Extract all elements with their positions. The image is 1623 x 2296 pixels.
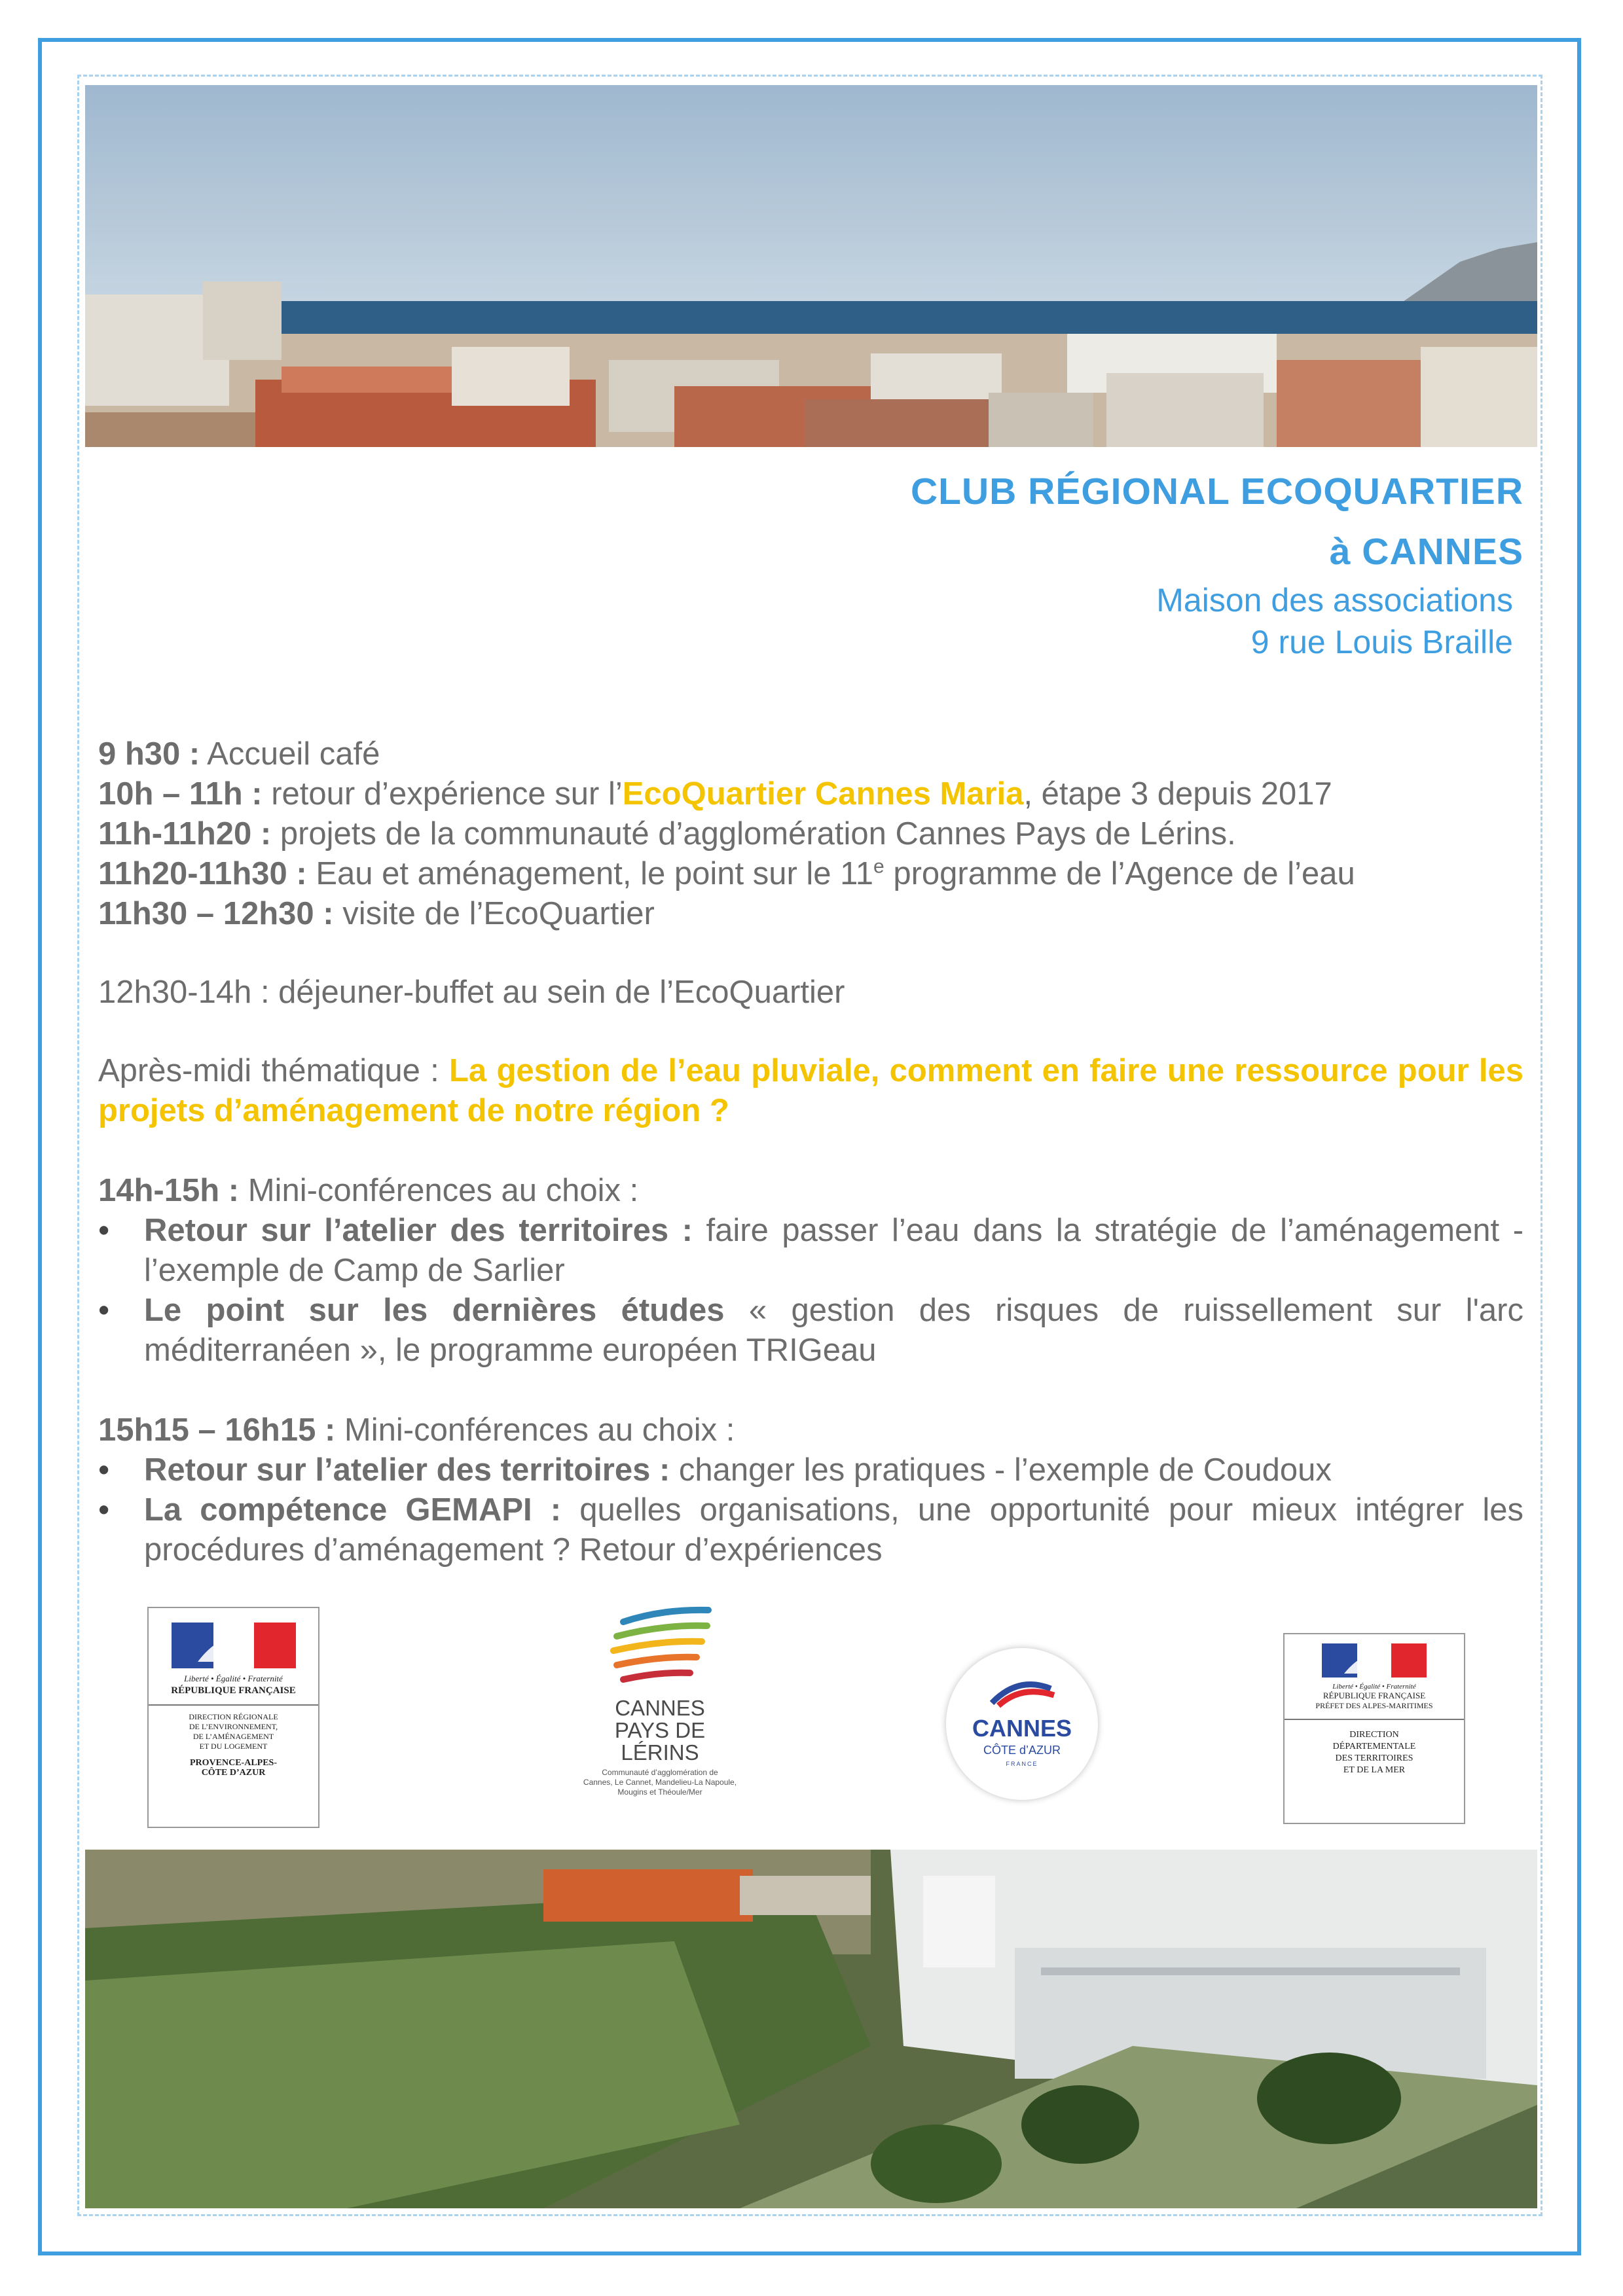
rf-motto: Liberté • Égalité • Fraternité — [184, 1674, 283, 1683]
dreal-line: DE L’AMÉNAGEMENT — [192, 1732, 274, 1741]
program-text: Eau et aménagement, le point sur le 11 — [306, 856, 874, 891]
venue-address: 9 rue Louis Braille — [1250, 624, 1513, 660]
session-heading — [98, 1410, 1523, 1450]
program-text: Accueil café — [200, 736, 380, 772]
marianne-flag-icon — [172, 1623, 296, 1679]
pays-name — [545, 1697, 775, 1764]
bullet-item — [98, 1450, 1523, 1490]
bullet-title: La compétence GEMAPI : — [144, 1492, 562, 1528]
bullet-item — [98, 1490, 1523, 1570]
cannes-cote-dazur-logo — [946, 1648, 1098, 1800]
cannes-subtitle: CÔTE d’AZUR — [983, 1744, 1061, 1757]
event-location-title: à CANNES — [1329, 531, 1523, 573]
afternoon-theme-text: La gestion de l’eau pluviale, comment en faire une ressource pour les projets d’aménagement de notre région ? — [98, 1053, 1524, 1128]
program-text: programme de l’Agence de l’eau — [884, 856, 1355, 891]
bullet-item — [98, 1291, 1523, 1371]
ddtm-line: DIRECTION — [1349, 1730, 1399, 1740]
prefet-label: PRÉFET DES ALPES-MARITIMES — [1315, 1701, 1433, 1710]
afternoon-intro: Après-midi thématique : — [98, 1053, 449, 1088]
pays-sub-line: Communauté d’agglomération de — [602, 1768, 718, 1777]
pays-line: CANNES — [615, 1696, 705, 1720]
bullet-title: Le point sur les dernières études — [144, 1293, 725, 1328]
cannes-pays-de-lerins-logo — [545, 1602, 775, 1828]
dreal-line: DE L’ENVIRONNEMENT, — [189, 1722, 278, 1731]
program-item — [98, 894, 1523, 934]
program-item — [98, 774, 1523, 814]
bullet-text: changer les pratiques - l’exemple de Coudoux — [670, 1452, 1332, 1488]
program-time: 11h-11h20 : — [98, 816, 272, 852]
program-item — [98, 814, 1523, 854]
pays-sub-line: Mougins et Théoule/Mer — [617, 1787, 702, 1797]
pays-line: PAYS DE — [614, 1718, 706, 1742]
ddtm-text — [1285, 1729, 1464, 1776]
bullet-icon: • — [98, 1293, 110, 1328]
cannes-name: CANNES — [972, 1715, 1072, 1742]
dreal-region: PROVENCE-ALPES- — [189, 1758, 277, 1768]
lunch-text: 12h30-14h : déjeuner-buffet au sein de l’EcoQuartier — [98, 975, 845, 1010]
program-item — [98, 854, 1523, 894]
program-time: 14h-15h : — [98, 1173, 240, 1208]
pays-sub-line: Cannes, Le Cannet, Mandelieu-La Napoule, — [583, 1778, 737, 1787]
ecoquartier-green-roof-photo — [85, 1850, 1537, 2208]
bullet-text: faire passer l’eau dans la stratégie de l’aménagement - l’exemple de Camp de Sarlier — [144, 1213, 1524, 1288]
ddtm-line: ET DE LA MER — [1343, 1765, 1406, 1775]
rf-motto: Liberté • Égalité • Fraternité — [1332, 1683, 1416, 1691]
session-heading — [98, 1171, 1523, 1211]
lunch-line — [98, 973, 1523, 1013]
bullet-text: quelles organisations, une opportunité pour mieux intégrer les procédures d’aménagement ? Retour d’expériences — [144, 1492, 1523, 1568]
program-text: retour d’expérience sur l’ — [262, 776, 623, 812]
program-time: 15h15 – 16h15 : — [98, 1412, 336, 1448]
venue-name: Maison des associations — [1156, 582, 1513, 619]
bullet-icon: • — [98, 1492, 110, 1528]
bullet-title: Retour sur l’atelier des territoires : — [144, 1213, 693, 1248]
ddtm-line: DÉPARTEMENTALE — [1332, 1742, 1416, 1751]
marianne-flag-icon — [1322, 1643, 1427, 1683]
cannes-country: FRANCE — [1006, 1761, 1038, 1767]
session-2 — [98, 1410, 1523, 1570]
bullet-icon: • — [98, 1213, 110, 1248]
pays-line: LÉRINS — [621, 1740, 699, 1765]
program-time: 10h – 11h : — [98, 776, 263, 812]
rf-name: RÉPUBLIQUE FRANÇAISE — [1322, 1691, 1426, 1700]
program-text: projets de la communauté d’agglomération Cannes Pays de Lérins. — [271, 816, 1236, 852]
bullet-title: Retour sur l’atelier des territoires : — [144, 1452, 670, 1488]
ddtm-line: DES TERRITOIRES — [1335, 1753, 1413, 1763]
bullet-icon: • — [98, 1452, 110, 1488]
program-text: Mini-conférences au choix : — [335, 1412, 735, 1448]
waves-emblem-icon — [545, 1602, 775, 1694]
afternoon-theme — [98, 1051, 1523, 1131]
logo-divider — [1285, 1719, 1464, 1720]
rf-name: RÉPUBLIQUE FRANÇAISE — [171, 1685, 296, 1696]
session-1 — [98, 1171, 1523, 1371]
event-title: CLUB RÉGIONAL ECOQUARTIER — [911, 471, 1523, 512]
dreal-line: DIRECTION RÉGIONALE — [189, 1712, 278, 1721]
bullet-item — [98, 1211, 1523, 1291]
morning-program — [98, 734, 1523, 934]
logo-divider — [149, 1704, 318, 1706]
ordinal-superscript: e — [873, 855, 884, 878]
dreal-text — [149, 1712, 318, 1778]
cannes-panorama-photo — [85, 85, 1537, 447]
program-time: 11h20-11h30 : — [98, 856, 307, 891]
bullet-text: « gestion des risques de ruissellement sur l'arc méditerranéen », le programme européen TRIGeau — [144, 1293, 1523, 1368]
program-time: 9 h30 : — [98, 736, 200, 772]
dreal-region: CÔTE D’AZUR — [201, 1768, 266, 1778]
cannes-flag-emblem-icon — [946, 1662, 1098, 1715]
ecoquartier-highlight: EcoQuartier Cannes Maria — [622, 776, 1024, 812]
ddtm-logo — [1283, 1633, 1465, 1824]
program-text: Mini-conférences au choix : — [239, 1173, 639, 1208]
program-text: visite de l’EcoQuartier — [333, 896, 655, 931]
program-item — [98, 734, 1523, 774]
dreal-paca-logo — [147, 1607, 319, 1828]
program-time: 11h30 – 12h30 : — [98, 896, 334, 931]
dreal-line: ET DU LOGEMENT — [199, 1742, 268, 1751]
program-text: , étape 3 depuis 2017 — [1023, 776, 1332, 812]
pays-subtitle — [545, 1768, 775, 1797]
